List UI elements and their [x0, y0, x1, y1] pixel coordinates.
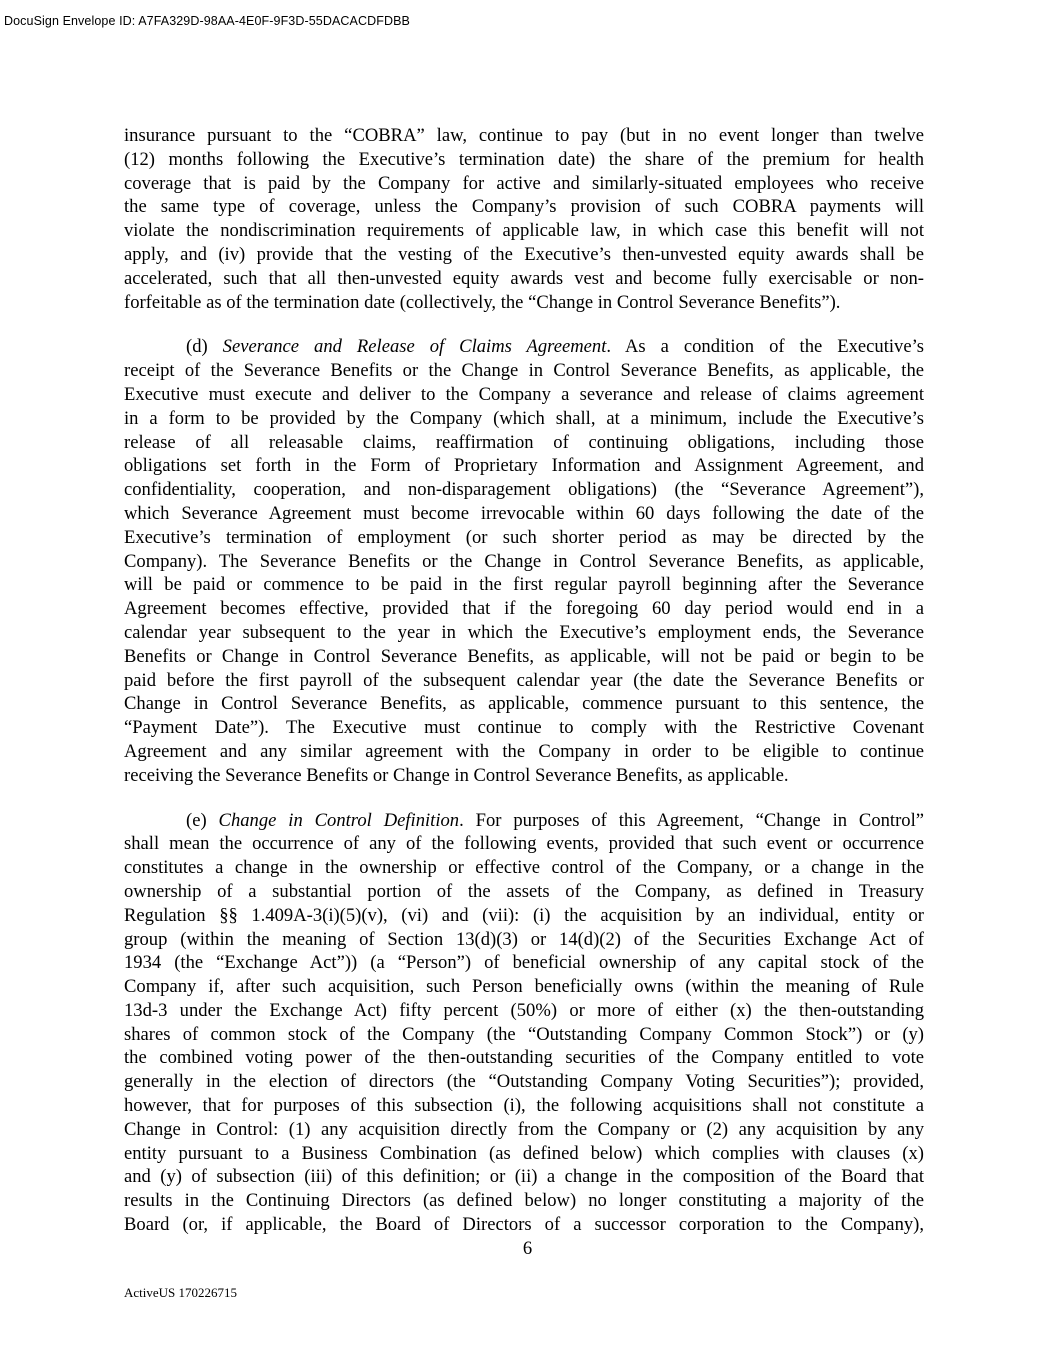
text-line: release of all releasable claims, reaffirmation of continuing obligations, including those: [124, 431, 924, 453]
text-line: will be paid or commence to be paid in the first regular payroll beginning after the Severance: [124, 574, 924, 596]
text-line: shall mean the occurrence of any of the following events, provided that such event or occurrence: [124, 833, 924, 855]
text-line: obligations set forth in the Form of Proprietary Information and Assignment Agreement, and: [124, 455, 924, 477]
paragraph-d-first-line-text: . As a condition of the Executive’s: [606, 336, 924, 358]
text-line: confidentiality, cooperation, and non-disparagement obligations) (the “Severance Agreement”),: [124, 479, 924, 501]
document-body: [124, 124, 924, 1237]
text-line: generally in the election of directors (the “Outstanding Company Voting Securities”); provided,: [124, 1071, 924, 1093]
text-line: insurance pursuant to the “COBRA” law, continue to pay (but in no event longer than twelve: [124, 125, 924, 146]
paragraph-e-first-line: [124, 809, 924, 833]
text-line: Agreement and any similar agreement with the Company in order to be eligible to continue: [124, 740, 924, 762]
text-line: violate the nondiscrimination requirements of applicable law, in which case this benefit will not: [124, 220, 924, 242]
text-line: 13d-3 under the Exchange Act) fifty percent (50%) or more of either (x) the then-outstanding: [124, 999, 924, 1021]
text-line: Company). The Severance Benefits or the Change in Control Severance Benefits, as applicable,: [124, 550, 924, 572]
text-line: Company if, after such acquisition, such Person beneficially owns (within the meaning of Rule: [124, 976, 924, 998]
text-line: shares of common stock of the Company (the “Outstanding Company Common Stock”) or (y): [124, 1023, 924, 1045]
text-line: Agreement becomes effective, provided that if the foregoing 60 day period would end in a: [124, 598, 924, 620]
text-line: coverage that is paid by the Company for active and similarly-situated employees who receive: [124, 172, 924, 194]
paragraph-c-continued: [124, 124, 924, 314]
text-line: Change in Control: (1) any acquisition directly from the Company or (2) any acquisition by any: [124, 1118, 924, 1140]
text-line: results in the Continuing Directors (as defined below) no longer constituting a majority of the: [124, 1190, 924, 1212]
text-line: forfeitable as of the termination date (collectively, the “Change in Control Severance Benefits”).: [124, 291, 841, 313]
text-line: apply, and (iv) provide that the vesting of the Executive’s then-unvested equity awards shall be: [124, 243, 924, 265]
paragraph-e: [124, 809, 924, 1237]
text-line: Benefits or Change in Control Severance Benefits, as applicable, will not be paid or begin to be: [124, 645, 924, 667]
text-line: 1934 (the “Exchange Act”)) (a “Person”) of beneficial ownership of any capital stock of the: [124, 952, 924, 974]
paragraph-d: [124, 335, 924, 787]
text-line: which Severance Agreement must become irrevocable within 60 days following the date of the: [124, 502, 924, 524]
text-line: and (y) of subsection (iii) of this definition; or (ii) a change in the composition of the Board that: [124, 1166, 924, 1188]
text-line: Change in Control Severance Benefits, as applicable, commence pursuant to this sentence, the: [124, 693, 924, 715]
text-line: the same type of coverage, unless the Company’s provision of such COBRA payments will: [124, 196, 924, 218]
text-line: Regulation §§ 1.409A-3(i)(5)(v), (vi) and (vii): (i) the acquisition by an individual, entity or: [124, 904, 924, 926]
text-line: accelerated, such that all then-unvested equity awards vest and become fully exercisable or non-: [124, 267, 924, 289]
docusign-envelope-id: DocuSign Envelope ID: A7FA329D-98AA-4E0F-9F3D-55DACACDFDBB: [4, 14, 410, 28]
text-line: (12) months following the Executive’s termination date) the share of the premium for health: [124, 148, 924, 170]
text-line: paid before the first payroll of the subsequent calendar year (the date the Severance Benefits or: [124, 669, 924, 691]
text-line: calendar year subsequent to the year in which the Executive’s employment ends, the Severance: [124, 621, 924, 643]
text-line: entity pursuant to a Business Combination (as defined below) which complies with clauses (x): [124, 1142, 924, 1164]
text-line: “Payment Date”). The Executive must continue to comply with the Restrictive Covenant: [124, 717, 924, 739]
paragraph-d-heading: Severance and Release of Claims Agreement: [222, 336, 607, 358]
paragraph-e-heading: Change in Control Definition: [218, 809, 460, 831]
text-line: group (within the meaning of Section 13(d)(3) or 14(d)(2) of the Securities Exchange Act of: [124, 928, 924, 950]
paragraph-e-first-line-text: . For purposes of this Agreement, “Change in Control”: [459, 809, 924, 831]
text-line: Executive’s termination of employment (or such shorter period as may be directed by the: [124, 526, 924, 548]
paragraph-d-first-line: [124, 335, 924, 359]
text-line: constitutes a change in the ownership or effective control of the Company, or a change in the: [124, 857, 924, 879]
text-line: the combined voting power of the then-outstanding securities of the Company entitled to vote: [124, 1047, 924, 1069]
document-id: ActiveUS 170226715: [124, 1285, 238, 1300]
paragraph-e-label: (e): [186, 809, 207, 831]
text-line: receipt of the Severance Benefits or the Change in Control Severance Benefits, as applicable, the: [124, 360, 924, 382]
page-number: 6: [522, 1238, 533, 1259]
text-line: receiving the Severance Benefits or Change in Control Severance Benefits, as applicable.: [124, 764, 789, 786]
text-line: however, that for purposes of this subsection (i), the following acquisitions shall not constitute a: [124, 1095, 924, 1117]
text-line: in a form to be provided by the Company (which shall, at a minimum, include the Executive’s: [124, 407, 924, 429]
text-line: Board (or, if applicable, the Board of Directors of a successor corporation to the Company),: [124, 1214, 924, 1236]
paragraph-d-label: (d): [186, 336, 208, 358]
text-line: ownership of a substantial portion of the assets of the Company, as defined in Treasury: [124, 880, 924, 902]
text-line: Executive must execute and deliver to the Company a severance and release of claims agreement: [124, 383, 924, 405]
